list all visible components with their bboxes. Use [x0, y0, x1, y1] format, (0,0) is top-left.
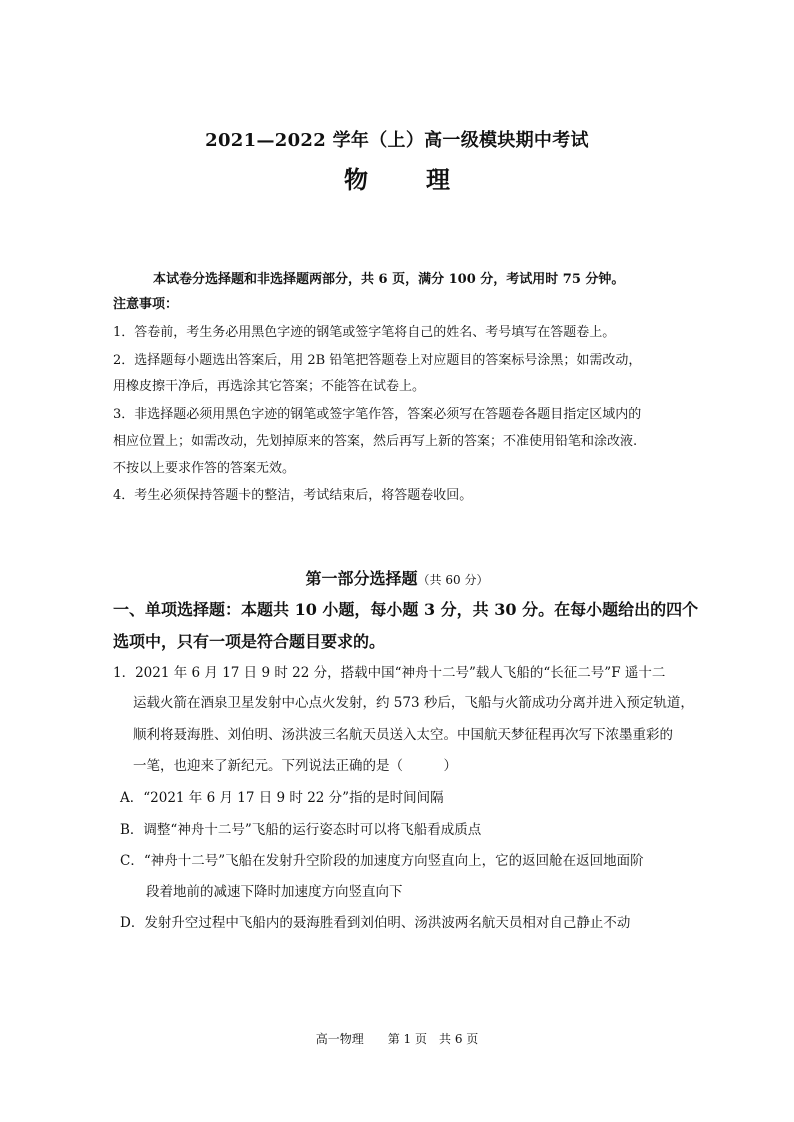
option-d: D．发射升空过程中飞船内的聂海胜看到刘伯明、汤洪波两名航天员相对自己静止不动 — [120, 915, 631, 931]
question-stem-line: 一笔，也迎来了新纪元。下列说法正确的是（ ） — [133, 758, 457, 774]
notice-line: 3．非选择题必须用黑色字迹的钢笔或签字笔作答，答案必须写在答题卷各题目指定区域内的 — [113, 407, 642, 422]
question-stem-line: 顺利将聂海胜、刘伯明、汤洪波三名航天员送入太空。中国航天梦征程再次写下浓墨重彩的 — [133, 727, 673, 743]
footer-page-number: 第 1 页 — [387, 1032, 427, 1046]
section-heading-line: 选项中，只有一项是符合题目要求的。 — [113, 632, 386, 651]
notice-heading: 注意事项： — [113, 297, 179, 312]
question-stem-line: 运载火箭在酒泉卫星发射中心点火发射，约 573 秒后，飞船与火箭成功分离并进入预定轨道， — [133, 695, 694, 711]
subject-char-1: 物 — [344, 165, 368, 194]
part-heading-points: （共 60 分） — [417, 573, 489, 587]
notice-line: 用橡皮擦干净后，再选涂其它答案；不能答在试卷上。 — [113, 379, 426, 394]
subject-char-2: 理 — [426, 165, 450, 194]
part-heading — [0, 566, 794, 589]
footer-page-total: 共 6 页 — [439, 1032, 479, 1046]
notice-line: 2．选择题每小题选出答案后，用 2B 铅笔把答题卷上对应题目的答案标号涂黑；如需改动， — [113, 353, 642, 368]
option-c-continued: 段着地前的减速下降时加速度方向竖直向下 — [146, 884, 403, 900]
page-footer — [0, 1030, 794, 1047]
footer-subject: 高一物理 — [315, 1032, 364, 1046]
part-heading-title: 第一部分选择题 — [305, 569, 418, 588]
question-stem-line: 1．2021 年 6 月 17 日 9 时 22 分，搭载中国“神舟十二号”载人飞船的“长征二号”F 遥十二 — [113, 665, 666, 681]
option-c: C．“神舟十二号”飞船在发射升空阶段的加速度方向竖直向上，它的返回舱在返回地面阶 — [120, 853, 644, 869]
notice-line: 不按以上要求作答的答案无效。 — [113, 461, 296, 476]
notice-line: 1．答卷前，考生务必用黑色字迹的钢笔或签字笔将自己的姓名、考号填写在答题卷上。 — [113, 325, 616, 340]
exam-title: 2021—2022 学年（上）高一级模块期中考试 — [205, 130, 589, 151]
option-b: B．调整“神舟十二号”飞船的运行姿态时可以将飞船看成质点 — [120, 822, 482, 838]
option-a: A．“2021 年 6 月 17 日 9 时 22 分”指的是时间间隔 — [120, 790, 444, 806]
notice-line: 相应位置上；如需改动，先划掉原来的答案，然后再写上新的答案；不准使用铅笔和涂改液. — [113, 434, 638, 449]
subject-title — [0, 160, 794, 195]
exam-summary: 本试卷分选择题和非选择题两部分，共 6 页，满分 100 分，考试用时 75 分钟。 — [153, 272, 625, 287]
section-heading-line: 一、单项选择题：本题共 10 小题，每小题 3 分，共 30 分。在每小题给出的四个 — [113, 600, 699, 619]
notice-line: 4．考生必须保持答题卡的整洁，考试结束后，将答题卷收回。 — [113, 488, 473, 503]
